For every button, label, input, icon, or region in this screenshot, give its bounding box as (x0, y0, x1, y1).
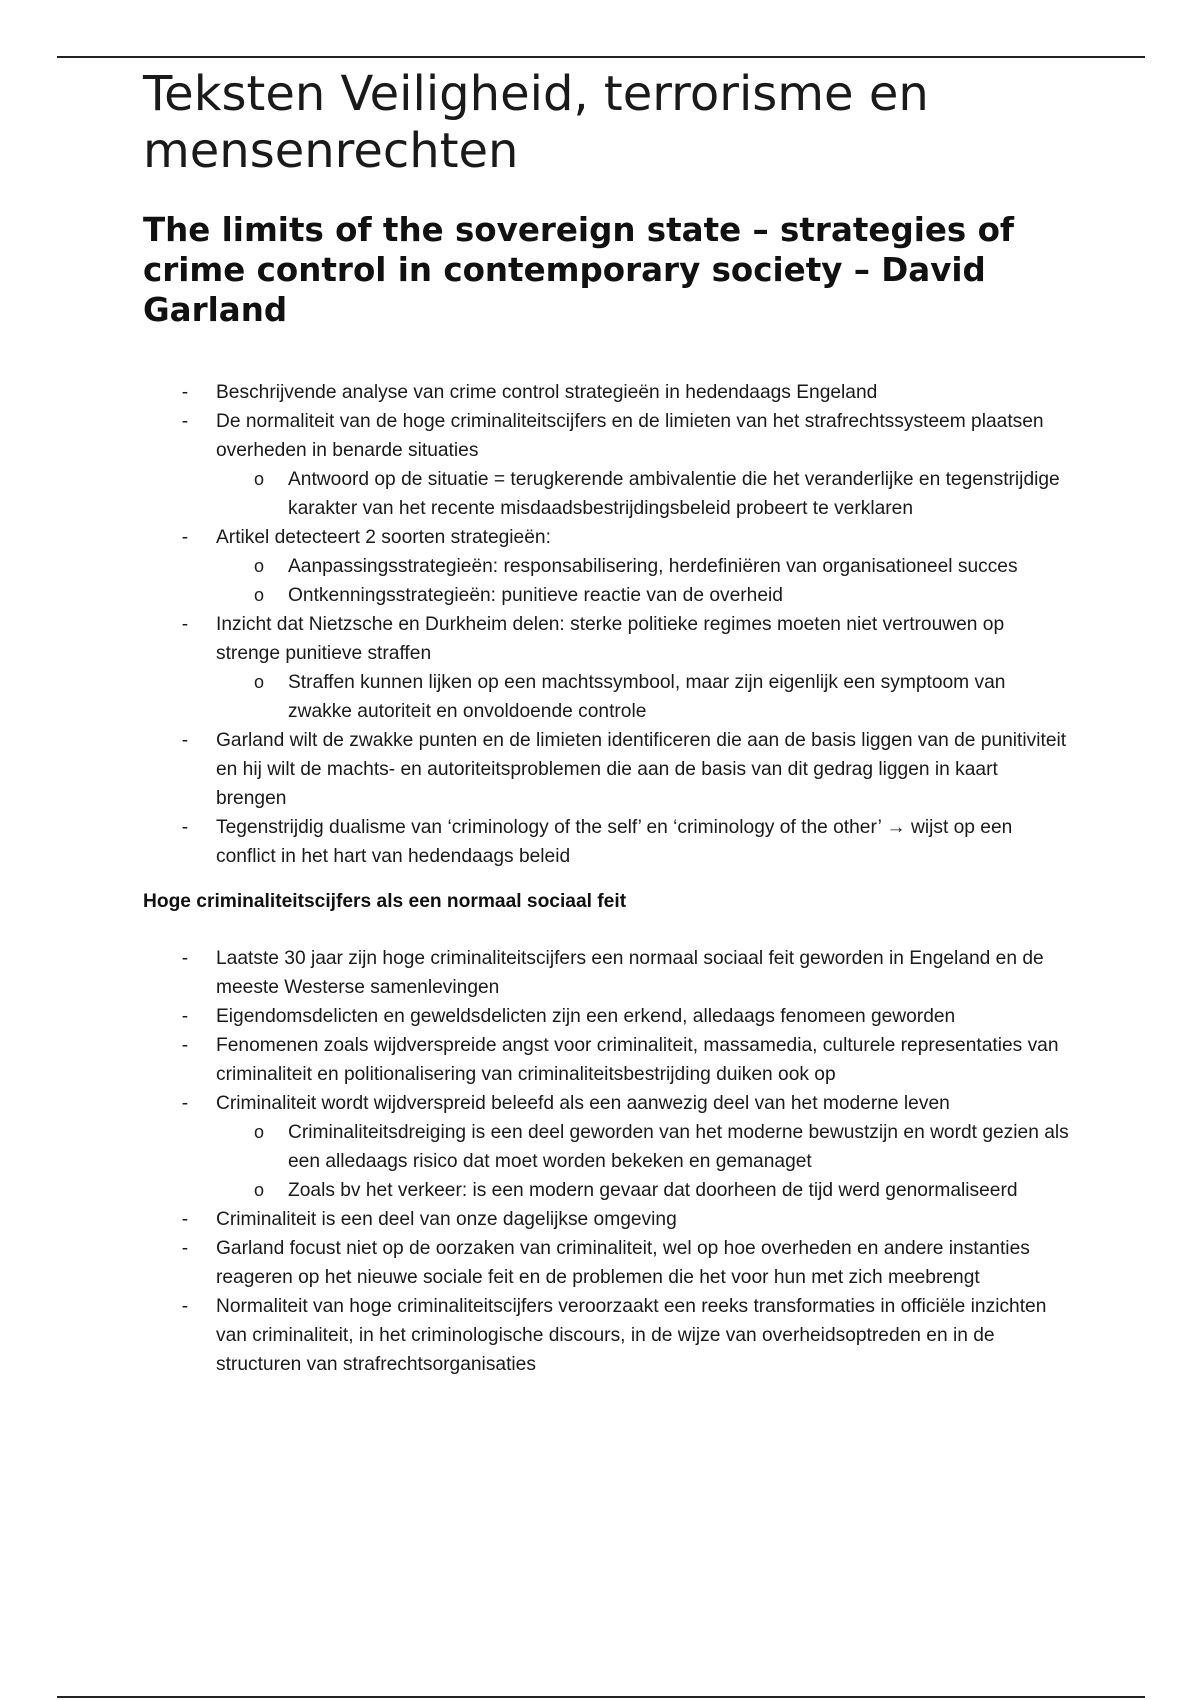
dash-bullet-icon: - (181, 527, 189, 548)
list-item-text: Criminaliteit is een deel van onze dagelijkse omgeving (216, 1209, 677, 1230)
sub-list-item (143, 668, 1073, 726)
list-item-text: Beschrijvende analyse van crime control strategieën in hedendaags Engeland (216, 382, 878, 403)
dash-bullet-icon: - (181, 817, 189, 838)
top-rule (57, 56, 1145, 58)
dash-bullet-icon: - (181, 948, 189, 969)
list-item (143, 813, 1073, 871)
dash-bullet-icon: - (181, 1238, 189, 1259)
bottom-rule (57, 1696, 1145, 1698)
list-item-text: Tegenstrijdig dualisme van ‘criminology of the self’ en ‘criminology of the other’ → wijst op een conflict in het hart van hedendaags beleid (216, 817, 1013, 867)
list-item-text: De normaliteit van de hoge criminaliteitscijfers en de limieten van het strafrechtssysteem plaatsen overheden in benarde situaties (216, 411, 1044, 461)
bullet-list-intro (143, 378, 1073, 871)
list-item-text: Garland focust niet op de oorzaken van criminaliteit, wel op hoe overheden en andere instanties reageren op het nieuwe sociale feit en de problemen die het voor hun met zich meebrengt (216, 1238, 1030, 1288)
article-heading: The limits of the sovereign state – strategies of crime control in contemporary society – David Garland (143, 211, 1015, 329)
list-item-text: Zoals bv het verkeer: is een modern gevaar dat doorheen de tijd werd genormaliseerd (288, 1180, 1018, 1201)
list-item-text: Normaliteit van hoge criminaliteitscijfers veroorzaakt een reeks transformaties in officiële inzichten van criminaliteit, in het criminologische discours, in de wijze van overheidsoptreden en in de structuren van strafrechtsorganisaties (216, 1296, 1047, 1375)
list-item-text: Garland wilt de zwakke punten en de limieten identificeren die aan de basis liggen van de punitiviteit en hij wilt de machts- en autoriteitsproblemen die aan de basis van dit gedrag liggen in kaart brengen (216, 730, 1067, 809)
list-item-text: Aanpassingsstrategieën: responsabilisering, herdefiniëren van organisationeel succes (288, 556, 1018, 577)
list-item (143, 1292, 1073, 1379)
list-item (143, 1031, 1073, 1089)
list-item-text: Fenomenen zoals wijdverspreide angst voor criminaliteit, massamedia, culturele representaties van criminaliteit en politionalisering van criminaliteitsbestrijding duiken ook op (216, 1035, 1059, 1085)
list-item (143, 523, 1073, 552)
sub-list-item (143, 552, 1073, 581)
bullet-list-normal-fact (143, 944, 1073, 1379)
list-item (143, 944, 1073, 1002)
dash-bullet-icon: - (181, 1209, 189, 1230)
circle-bullet-icon: o (254, 672, 265, 692)
list-item (143, 726, 1073, 813)
sub-list-item (143, 581, 1073, 610)
list-item (143, 1002, 1073, 1031)
list-item-text: Criminaliteitsdreiging is een deel geworden van het moderne bewustzijn en wordt gezien als een alledaags risico dat moet worden bekeken en gemanaget (288, 1122, 1069, 1172)
list-item (143, 378, 1073, 407)
dash-bullet-icon: - (181, 1296, 189, 1317)
document-title: Teksten Veiligheid, terrorisme en mensenrechten (143, 66, 929, 179)
circle-bullet-icon: o (254, 1180, 265, 1200)
list-item (143, 1089, 1073, 1118)
list-item-text: Inzicht dat Nietzsche en Durkheim delen: sterke politieke regimes moeten niet vertrouwen op strenge punitieve straffen (216, 614, 1005, 664)
document-body (143, 66, 1073, 1379)
list-item (143, 610, 1073, 668)
section-heading: Hoge criminaliteitscijfers als een normaal sociaal feit (143, 891, 627, 912)
dash-bullet-icon: - (181, 614, 189, 635)
list-item-text: Criminaliteit wordt wijdverspreid beleefd als een aanwezig deel van het moderne leven (216, 1093, 950, 1114)
list-item (143, 1234, 1073, 1292)
list-item-text: Artikel detecteert 2 soorten strategieën: (216, 527, 551, 548)
circle-bullet-icon: o (254, 556, 265, 576)
dash-bullet-icon: - (181, 1035, 189, 1056)
list-item (143, 1205, 1073, 1234)
list-item-text: Straffen kunnen lijken op een machtssymbool, maar zijn eigenlijk een symptoom van zwakke autoriteit en onvoldoende controle (288, 672, 1006, 722)
circle-bullet-icon: o (254, 1122, 265, 1142)
list-item (143, 407, 1073, 465)
list-item-text: Eigendomsdelicten en geweldsdelicten zijn een erkend, alledaags fenomeen geworden (216, 1006, 956, 1027)
sub-list-item (143, 465, 1073, 523)
sub-list-item (143, 1118, 1073, 1176)
list-item-text: Ontkenningsstrategieën: punitieve reactie van de overheid (288, 585, 783, 606)
dash-bullet-icon: - (181, 1006, 189, 1027)
list-item-text: Laatste 30 jaar zijn hoge criminaliteitscijfers een normaal sociaal feit geworden in Engeland en de meeste Westerse samenlevingen (216, 948, 1044, 998)
list-item-text: Antwoord op de situatie = terugkerende ambivalentie die het veranderlijke en tegenstrijdige karakter van het recente misdaadsbestrijdingsbeleid probeert te verklaren (288, 469, 1060, 519)
circle-bullet-icon: o (254, 585, 265, 605)
dash-bullet-icon: - (181, 730, 189, 751)
dash-bullet-icon: - (181, 382, 189, 403)
dash-bullet-icon: - (181, 411, 189, 432)
dash-bullet-icon: - (181, 1093, 189, 1114)
circle-bullet-icon: o (254, 469, 265, 489)
sub-list-item (143, 1176, 1073, 1205)
